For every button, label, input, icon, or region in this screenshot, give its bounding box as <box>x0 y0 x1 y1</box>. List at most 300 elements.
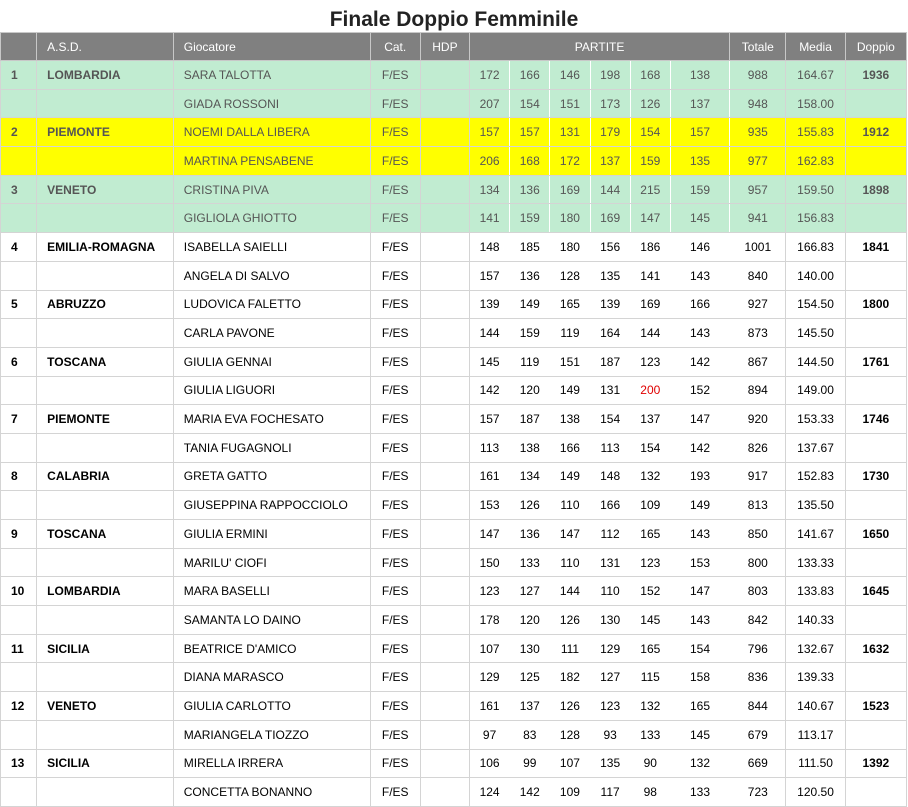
asd-cell: VENETO <box>37 692 174 721</box>
position-cell <box>1 147 37 176</box>
game-score-cell: 154 <box>670 634 729 663</box>
category-cell: F/ES <box>370 376 420 405</box>
game-score-cell: 144 <box>590 175 630 204</box>
average-cell: 120.50 <box>786 778 845 807</box>
player-name-cell: MARTINA PENSABENE <box>173 147 370 176</box>
hdp-cell <box>420 347 469 376</box>
category-cell: F/ES <box>370 347 420 376</box>
asd-cell <box>37 663 174 692</box>
double-total-cell <box>845 204 906 233</box>
game-score-cell: 139 <box>470 290 510 319</box>
game-score-cell: 119 <box>510 347 550 376</box>
category-cell: F/ES <box>370 290 420 319</box>
game-score-cell: 154 <box>630 433 670 462</box>
position-cell <box>1 376 37 405</box>
asd-cell: SICILIA <box>37 634 174 663</box>
table-row <box>1 663 907 692</box>
average-cell: 158.00 <box>786 89 845 118</box>
game-score-cell: 148 <box>590 462 630 491</box>
game-score-cell: 144 <box>550 577 590 606</box>
player-name-cell: MIRELLA IRRERA <box>173 749 370 778</box>
game-score-cell: 142 <box>470 376 510 405</box>
player-name-cell: NOEMI DALLA LIBERA <box>173 118 370 147</box>
double-total-cell: 1898 <box>845 175 906 204</box>
hdp-cell <box>420 720 469 749</box>
position-cell: 4 <box>1 233 37 262</box>
hdp-cell <box>420 577 469 606</box>
asd-cell: PIEMONTE <box>37 118 174 147</box>
game-score-cell: 169 <box>590 204 630 233</box>
double-total-cell: 1912 <box>845 118 906 147</box>
game-score-cell: 144 <box>470 319 510 348</box>
game-score-cell: 107 <box>550 749 590 778</box>
total-cell: 669 <box>730 749 786 778</box>
game-score-cell: 129 <box>590 634 630 663</box>
asd-cell <box>37 376 174 405</box>
player-name-cell: GIULIA ERMINI <box>173 520 370 549</box>
average-cell: 152.83 <box>786 462 845 491</box>
double-total-cell: 1730 <box>845 462 906 491</box>
game-score-cell: 97 <box>470 720 510 749</box>
game-score-cell: 164 <box>590 319 630 348</box>
double-total-cell <box>845 376 906 405</box>
asd-cell: ABRUZZO <box>37 290 174 319</box>
player-name-cell: GIULIA GENNAI <box>173 347 370 376</box>
average-cell: 154.50 <box>786 290 845 319</box>
header-total: Totale <box>730 33 786 61</box>
player-name-cell: GIULIA CARLOTTO <box>173 692 370 721</box>
double-total-cell <box>845 433 906 462</box>
table-row <box>1 290 907 319</box>
asd-cell <box>37 778 174 807</box>
game-score-cell: 159 <box>510 319 550 348</box>
average-cell: 166.83 <box>786 233 845 262</box>
player-name-cell: CONCETTA BONANNO <box>173 778 370 807</box>
game-score-cell: 157 <box>470 118 510 147</box>
game-score-cell: 180 <box>550 233 590 262</box>
double-total-cell: 1800 <box>845 290 906 319</box>
game-score-cell: 159 <box>630 147 670 176</box>
game-score-cell: 173 <box>590 89 630 118</box>
position-cell <box>1 720 37 749</box>
total-cell: 796 <box>730 634 786 663</box>
game-score-cell: 187 <box>510 405 550 434</box>
game-score-cell: 151 <box>550 347 590 376</box>
player-name-cell: GIUSEPPINA RAPPOCCIOLO <box>173 491 370 520</box>
asd-cell <box>37 548 174 577</box>
game-score-cell: 145 <box>670 204 729 233</box>
player-name-cell: SAMANTA LO DAINO <box>173 606 370 635</box>
double-total-cell <box>845 147 906 176</box>
game-score-cell: 157 <box>510 118 550 147</box>
average-cell: 133.33 <box>786 548 845 577</box>
asd-cell <box>37 261 174 290</box>
position-cell: 11 <box>1 634 37 663</box>
game-score-cell: 145 <box>670 720 729 749</box>
double-total-cell <box>845 778 906 807</box>
game-score-cell: 154 <box>510 89 550 118</box>
double-total-cell <box>845 89 906 118</box>
total-cell: 840 <box>730 261 786 290</box>
player-name-cell: MARILU' CIOFI <box>173 548 370 577</box>
player-name-cell: GIULIA LIGUORI <box>173 376 370 405</box>
game-score-cell: 142 <box>510 778 550 807</box>
game-score-cell: 141 <box>630 261 670 290</box>
game-score-cell: 152 <box>670 376 729 405</box>
category-cell: F/ES <box>370 606 420 635</box>
game-score-cell: 172 <box>550 147 590 176</box>
game-score-cell: 137 <box>670 89 729 118</box>
game-score-cell: 185 <box>510 233 550 262</box>
position-cell: 10 <box>1 577 37 606</box>
hdp-cell <box>420 462 469 491</box>
hdp-cell <box>420 634 469 663</box>
game-score-cell: 200 <box>630 376 670 405</box>
total-cell: 826 <box>730 433 786 462</box>
game-score-cell: 123 <box>470 577 510 606</box>
game-score-cell: 157 <box>670 118 729 147</box>
player-name-cell: TANIA FUGAGNOLI <box>173 433 370 462</box>
asd-cell: VENETO <box>37 175 174 204</box>
player-name-cell: BEATRICE D'AMICO <box>173 634 370 663</box>
game-score-cell: 165 <box>550 290 590 319</box>
hdp-cell <box>420 663 469 692</box>
game-score-cell: 137 <box>630 405 670 434</box>
game-score-cell: 123 <box>590 692 630 721</box>
game-score-cell: 125 <box>510 663 550 692</box>
game-score-cell: 150 <box>470 548 510 577</box>
game-score-cell: 131 <box>550 118 590 147</box>
total-cell: 850 <box>730 520 786 549</box>
header-avg: Media <box>786 33 845 61</box>
total-cell: 941 <box>730 204 786 233</box>
table-row <box>1 778 907 807</box>
hdp-cell <box>420 491 469 520</box>
category-cell: F/ES <box>370 433 420 462</box>
game-score-cell: 149 <box>670 491 729 520</box>
game-score-cell: 139 <box>590 290 630 319</box>
player-name-cell: MARA BASELLI <box>173 577 370 606</box>
game-score-cell: 141 <box>470 204 510 233</box>
double-total-cell: 1523 <box>845 692 906 721</box>
game-score-cell: 120 <box>510 376 550 405</box>
page-title: Finale Doppio Femminile <box>329 8 579 31</box>
game-score-cell: 172 <box>470 61 510 90</box>
player-name-cell: CRISTINA PIVA <box>173 175 370 204</box>
double-total-cell: 1392 <box>845 749 906 778</box>
total-cell: 813 <box>730 491 786 520</box>
table-row <box>1 319 907 348</box>
game-score-cell: 124 <box>470 778 510 807</box>
game-score-cell: 206 <box>470 147 510 176</box>
game-score-cell: 90 <box>630 749 670 778</box>
game-score-cell: 165 <box>630 520 670 549</box>
average-cell: 156.83 <box>786 204 845 233</box>
hdp-cell <box>420 405 469 434</box>
game-score-cell: 180 <box>550 204 590 233</box>
game-score-cell: 109 <box>630 491 670 520</box>
hdp-cell <box>420 290 469 319</box>
position-cell <box>1 606 37 635</box>
double-total-cell <box>845 606 906 635</box>
game-score-cell: 178 <box>470 606 510 635</box>
game-score-cell: 168 <box>630 61 670 90</box>
table-row <box>1 720 907 749</box>
category-cell: F/ES <box>370 175 420 204</box>
hdp-cell <box>420 548 469 577</box>
total-cell: 803 <box>730 577 786 606</box>
table-row <box>1 89 907 118</box>
game-score-cell: 106 <box>470 749 510 778</box>
game-score-cell: 135 <box>590 261 630 290</box>
asd-cell <box>37 606 174 635</box>
game-score-cell: 166 <box>550 433 590 462</box>
game-score-cell: 144 <box>630 319 670 348</box>
table-row <box>1 433 907 462</box>
asd-cell: TOSCANA <box>37 347 174 376</box>
header-double: Doppio <box>845 33 906 61</box>
average-cell: 164.67 <box>786 61 845 90</box>
total-cell: 723 <box>730 778 786 807</box>
position-cell: 13 <box>1 749 37 778</box>
position-cell <box>1 491 37 520</box>
game-score-cell: 83 <box>510 720 550 749</box>
header-pos <box>1 33 37 61</box>
position-cell: 12 <box>1 692 37 721</box>
game-score-cell: 159 <box>670 175 729 204</box>
game-score-cell: 143 <box>670 261 729 290</box>
player-name-cell: MARIANGELA TIOZZO <box>173 720 370 749</box>
game-score-cell: 159 <box>510 204 550 233</box>
game-score-cell: 146 <box>670 233 729 262</box>
position-cell <box>1 89 37 118</box>
game-score-cell: 142 <box>670 433 729 462</box>
game-score-cell: 134 <box>470 175 510 204</box>
asd-cell: EMILIA-ROMAGNA <box>37 233 174 262</box>
hdp-cell <box>420 749 469 778</box>
game-score-cell: 133 <box>630 720 670 749</box>
game-score-cell: 152 <box>630 577 670 606</box>
game-score-cell: 149 <box>550 462 590 491</box>
game-score-cell: 136 <box>510 175 550 204</box>
category-cell: F/ES <box>370 61 420 90</box>
header-hdp: HDP <box>420 33 469 61</box>
category-cell: F/ES <box>370 204 420 233</box>
game-score-cell: 107 <box>470 634 510 663</box>
player-name-cell: CARLA PAVONE <box>173 319 370 348</box>
table-row <box>1 692 907 721</box>
average-cell: 135.50 <box>786 491 845 520</box>
asd-cell <box>37 147 174 176</box>
asd-cell: CALABRIA <box>37 462 174 491</box>
position-cell <box>1 433 37 462</box>
game-score-cell: 133 <box>670 778 729 807</box>
table-row <box>1 347 907 376</box>
table-row <box>1 634 907 663</box>
game-score-cell: 129 <box>470 663 510 692</box>
game-score-cell: 182 <box>550 663 590 692</box>
game-score-cell: 135 <box>670 147 729 176</box>
position-cell <box>1 319 37 348</box>
double-total-cell <box>845 548 906 577</box>
hdp-cell <box>420 319 469 348</box>
game-score-cell: 215 <box>630 175 670 204</box>
game-score-cell: 93 <box>590 720 630 749</box>
total-cell: 977 <box>730 147 786 176</box>
average-cell: 139.33 <box>786 663 845 692</box>
game-score-cell: 207 <box>470 89 510 118</box>
table-row <box>1 491 907 520</box>
game-score-cell: 165 <box>630 634 670 663</box>
game-score-cell: 187 <box>590 347 630 376</box>
game-score-cell: 109 <box>550 778 590 807</box>
game-score-cell: 166 <box>510 61 550 90</box>
category-cell: F/ES <box>370 720 420 749</box>
asd-cell <box>37 433 174 462</box>
table-row <box>1 175 907 204</box>
position-cell: 7 <box>1 405 37 434</box>
player-name-cell: ANGELA DI SALVO <box>173 261 370 290</box>
game-score-cell: 137 <box>590 147 630 176</box>
table-row <box>1 204 907 233</box>
game-score-cell: 142 <box>670 347 729 376</box>
hdp-cell <box>420 204 469 233</box>
asd-cell <box>37 89 174 118</box>
hdp-cell <box>420 147 469 176</box>
game-score-cell: 147 <box>630 204 670 233</box>
player-name-cell: DIANA MARASCO <box>173 663 370 692</box>
game-score-cell: 131 <box>590 376 630 405</box>
double-total-cell <box>845 261 906 290</box>
total-cell: 894 <box>730 376 786 405</box>
hdp-cell <box>420 692 469 721</box>
double-total-cell: 1645 <box>845 577 906 606</box>
table-row <box>1 606 907 635</box>
game-score-cell: 166 <box>590 491 630 520</box>
game-score-cell: 169 <box>550 175 590 204</box>
category-cell: F/ES <box>370 89 420 118</box>
game-score-cell: 166 <box>670 290 729 319</box>
table-row <box>1 233 907 262</box>
category-cell: F/ES <box>370 749 420 778</box>
position-cell: 6 <box>1 347 37 376</box>
game-score-cell: 149 <box>510 290 550 319</box>
header-asd: A.S.D. <box>37 33 174 61</box>
game-score-cell: 132 <box>630 692 670 721</box>
game-score-cell: 145 <box>630 606 670 635</box>
game-score-cell: 153 <box>670 548 729 577</box>
average-cell: 141.67 <box>786 520 845 549</box>
category-cell: F/ES <box>370 663 420 692</box>
game-score-cell: 169 <box>630 290 670 319</box>
table-row <box>1 577 907 606</box>
hdp-cell <box>420 606 469 635</box>
total-cell: 1001 <box>730 233 786 262</box>
game-score-cell: 110 <box>590 577 630 606</box>
game-score-cell: 154 <box>630 118 670 147</box>
game-score-cell: 126 <box>550 606 590 635</box>
game-score-cell: 135 <box>590 749 630 778</box>
average-cell: 137.67 <box>786 433 845 462</box>
category-cell: F/ES <box>370 261 420 290</box>
hdp-cell <box>420 118 469 147</box>
total-cell: 935 <box>730 118 786 147</box>
double-total-cell <box>845 319 906 348</box>
game-score-cell: 133 <box>510 548 550 577</box>
category-cell: F/ES <box>370 462 420 491</box>
standings-table <box>0 32 907 807</box>
total-cell: 836 <box>730 663 786 692</box>
double-total-cell: 1761 <box>845 347 906 376</box>
header-cat: Cat. <box>370 33 420 61</box>
hdp-cell <box>420 376 469 405</box>
asd-cell <box>37 720 174 749</box>
game-score-cell: 113 <box>590 433 630 462</box>
player-name-cell: GIGLIOLA GHIOTTO <box>173 204 370 233</box>
position-cell: 2 <box>1 118 37 147</box>
average-cell: 162.83 <box>786 147 845 176</box>
average-cell: 159.50 <box>786 175 845 204</box>
total-cell: 873 <box>730 319 786 348</box>
category-cell: F/ES <box>370 548 420 577</box>
asd-cell: SICILIA <box>37 749 174 778</box>
hdp-cell <box>420 778 469 807</box>
average-cell: 111.50 <box>786 749 845 778</box>
game-score-cell: 127 <box>590 663 630 692</box>
total-cell: 948 <box>730 89 786 118</box>
hdp-cell <box>420 520 469 549</box>
double-total-cell <box>845 491 906 520</box>
asd-cell: PIEMONTE <box>37 405 174 434</box>
header-games: PARTITE <box>470 33 730 61</box>
game-score-cell: 165 <box>670 692 729 721</box>
game-score-cell: 137 <box>510 692 550 721</box>
game-score-cell: 168 <box>510 147 550 176</box>
player-name-cell: MARIA EVA FOCHESATO <box>173 405 370 434</box>
category-cell: F/ES <box>370 491 420 520</box>
asd-cell: LOMBARDIA <box>37 577 174 606</box>
asd-cell <box>37 204 174 233</box>
double-total-cell: 1632 <box>845 634 906 663</box>
game-score-cell: 157 <box>470 261 510 290</box>
category-cell: F/ES <box>370 778 420 807</box>
category-cell: F/ES <box>370 118 420 147</box>
category-cell: F/ES <box>370 692 420 721</box>
game-score-cell: 149 <box>550 376 590 405</box>
game-score-cell: 138 <box>510 433 550 462</box>
average-cell: 149.00 <box>786 376 845 405</box>
hdp-cell <box>420 433 469 462</box>
game-score-cell: 110 <box>550 491 590 520</box>
player-name-cell: GIADA ROSSONI <box>173 89 370 118</box>
asd-cell <box>37 319 174 348</box>
game-score-cell: 131 <box>590 548 630 577</box>
game-score-cell: 115 <box>630 663 670 692</box>
asd-cell: LOMBARDIA <box>37 61 174 90</box>
game-score-cell: 126 <box>630 89 670 118</box>
game-score-cell: 153 <box>470 491 510 520</box>
table-row <box>1 405 907 434</box>
game-score-cell: 145 <box>470 347 510 376</box>
game-score-cell: 123 <box>630 347 670 376</box>
category-cell: F/ES <box>370 147 420 176</box>
table-row <box>1 261 907 290</box>
total-cell: 988 <box>730 61 786 90</box>
game-score-cell: 193 <box>670 462 729 491</box>
average-cell: 153.33 <box>786 405 845 434</box>
game-score-cell: 134 <box>510 462 550 491</box>
total-cell: 800 <box>730 548 786 577</box>
